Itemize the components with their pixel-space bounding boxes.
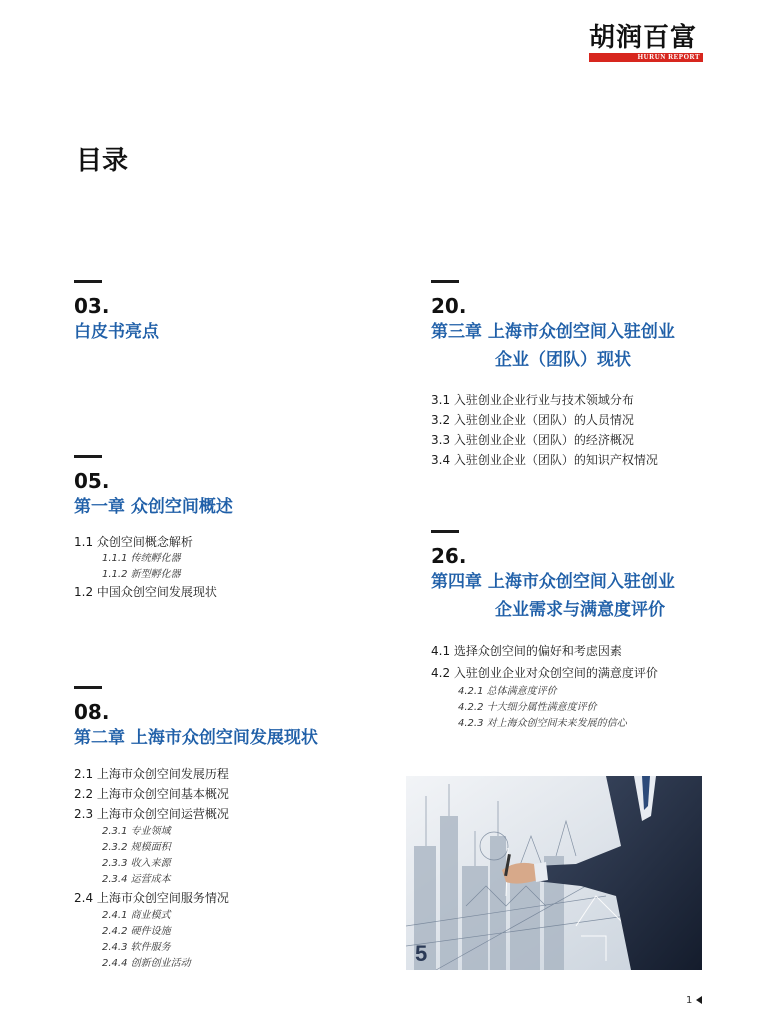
toc-item[interactable]: 2.4 上海市众创空间服务情况 (74, 891, 229, 905)
toc-section-08 (74, 686, 318, 972)
logo-chinese-text: 胡润百富 (589, 23, 698, 53)
toc-subitem[interactable]: 2.4.2 硬件设施 (102, 926, 171, 937)
section-title-line-1: 第四章 上海市众创空间入驻创业 (431, 572, 675, 592)
page-number: 1 (686, 995, 693, 1006)
section-title[interactable] (431, 568, 675, 624)
toc-subitem[interactable]: 2.3.3 收入来源 (102, 858, 171, 869)
toc-section-26 (431, 530, 675, 732)
section-title-line-2: 企业（团队）现状 (495, 350, 631, 370)
toc-item[interactable]: 3.2 入驻创业企业（团队）的人员情况 (431, 413, 634, 427)
logo-english-bar: HURUN REPORT (589, 53, 703, 62)
section-dash (431, 530, 459, 533)
toc-subitem[interactable]: 1.1.1 传统孵化器 (102, 553, 181, 564)
toc-item[interactable]: 1.2 中国众创空间发展现状 (74, 585, 217, 599)
section-dash (74, 455, 102, 458)
page-arrow-icon (696, 996, 702, 1004)
toc-items (431, 640, 675, 732)
section-page-number: 20. (431, 294, 467, 318)
toc-item[interactable]: 2.2 上海市众创空间基本概况 (74, 787, 229, 801)
toc-section-03 (74, 280, 159, 346)
section-title[interactable]: 白皮书亮点 (74, 322, 159, 342)
section-dash (431, 280, 459, 283)
toc-subitem[interactable]: 2.4.4 创新创业活动 (102, 958, 191, 969)
section-title[interactable]: 第二章 上海市众创空间发展现状 (74, 728, 318, 748)
toc-subitem[interactable]: 4.2.2 十大细分属性满意度评价 (458, 702, 597, 713)
toc-subitem[interactable]: 2.4.3 软件服务 (102, 942, 171, 953)
section-title[interactable]: 第一章 众创空间概述 (74, 497, 233, 517)
toc-items (431, 390, 675, 470)
toc-item[interactable]: 4.2 入驻创业企业对众创空间的满意度评价 (431, 666, 658, 680)
toc-subitem[interactable]: 4.2.1 总体满意度评价 (458, 686, 557, 697)
toc-subitem[interactable]: 2.3.2 规模面积 (102, 842, 171, 853)
section-title-line-1: 第三章 上海市众创空间入驻创业 (431, 322, 675, 342)
section-page-number: 05. (74, 469, 110, 493)
toc-item[interactable]: 2.3 上海市众创空间运营概况 (74, 807, 229, 821)
toc-items (74, 764, 318, 972)
hurun-report-logo (589, 24, 703, 62)
toc-subitem[interactable]: 2.4.1 商业模式 (102, 910, 171, 921)
toc-items (74, 533, 233, 601)
toc-subitem[interactable]: 4.2.3 对上海众创空间未来发展的信心 (458, 718, 627, 729)
toc-subitem[interactable]: 2.3.1 专业领域 (102, 826, 171, 837)
section-title-line-2: 企业需求与满意度评价 (495, 600, 665, 620)
toc-section-05 (74, 455, 233, 601)
toc-subitem[interactable]: 1.1.2 新型孵化器 (102, 569, 181, 580)
section-page-number: 26. (431, 544, 467, 568)
section-dash (74, 686, 102, 689)
toc-subitem[interactable]: 2.3.4 运营成本 (102, 874, 171, 885)
section-page-number: 03. (74, 294, 110, 318)
toc-item[interactable]: 2.1 上海市众创空间发展历程 (74, 767, 229, 781)
section-title[interactable] (431, 318, 675, 374)
photo-illustration (406, 776, 702, 970)
toc-item[interactable]: 3.3 入驻创业企业（团队）的经济概况 (431, 433, 634, 447)
toc-item[interactable]: 1.1 众创空间概念解析 (74, 535, 193, 549)
page-title: 目录 (76, 146, 129, 176)
toc-item[interactable]: 4.1 选择众创空间的偏好和考虑因素 (431, 644, 622, 658)
toc-item[interactable]: 3.1 入驻创业企业行业与技术领域分布 (431, 393, 634, 407)
section-dash (74, 280, 102, 283)
section-page-number: 08. (74, 700, 110, 724)
toc-item[interactable]: 3.4 入驻创业企业（团队）的知识产权情况 (431, 453, 658, 467)
page-footer (686, 995, 702, 1006)
toc-section-20 (431, 280, 675, 470)
businessman-cityscape-photo (406, 776, 702, 970)
photo-page-number: 5 (415, 941, 428, 966)
